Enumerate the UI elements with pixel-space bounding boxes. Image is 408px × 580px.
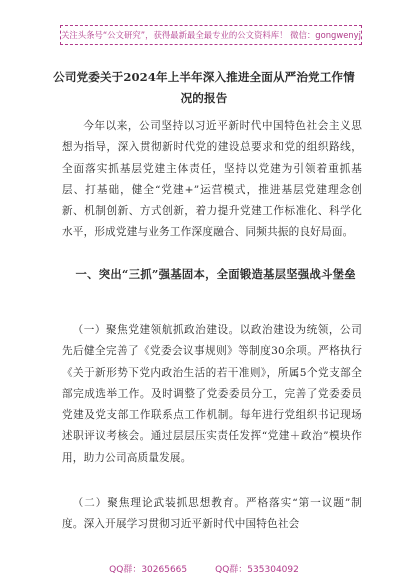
- intro-paragraph: 今年以来，公司坚持以习近平新时代中国特色社会主义思想为指导，深入贯彻新时代党的建设总要求和党的组织路线，全面落实抓基层党建主体责任，坚持以党建为引领着重抓基层、打基础，健全“党建+”运营模式，推进基层党建理念创新、机制创新、方式创新，着力提升党建工作标准化、科学化水平，形成党建与业务工作深度融合、同频共振的良好局面。: [62, 120, 362, 239]
- section-heading-1: 一、突出“三抓”强基固本，全面锻造基层坚强战斗堡垒: [75, 267, 356, 281]
- section-1-paragraph-2: （二）聚焦理论武装抓思想教育。严格落实“第一议题”制度。深入开展学习贯彻习近平新时代中国特色社会: [62, 497, 362, 531]
- document-title-line-1: 公司党委关于2024年上半年深入推进全面从严治党工作情: [53, 70, 355, 84]
- footer-qq-group-1: QQ群：30265665: [109, 565, 188, 575]
- document-title-line-2: 况的报告: [180, 91, 228, 105]
- footer-qq-groups: [0, 562, 408, 575]
- promo-banner: 关注头条号“公文研究”，获得最新最全最专业的公文资料库！ 微信：gongwenyj: [60, 25, 362, 45]
- section-1-paragraph-1: （一）聚焦党建领航抓政治建设。以政治建设为统领，公司先后健全完善了《党委会议事规则》等制度30余项。严格执行《关于新形势下党内政治生活的若干准则》，所属5个党支部全部完成选举工作。及时调整了党委委员分工，完善了党委委员党建及党支部工作联系点工作机制。每年进行党组织书记现场述职评议考核会。通过层层压实责任发挥“党建＋政治”模块作用，助力公司高质量发展。: [62, 324, 362, 464]
- footer-qq-group-2: QQ群：535304092: [215, 565, 299, 575]
